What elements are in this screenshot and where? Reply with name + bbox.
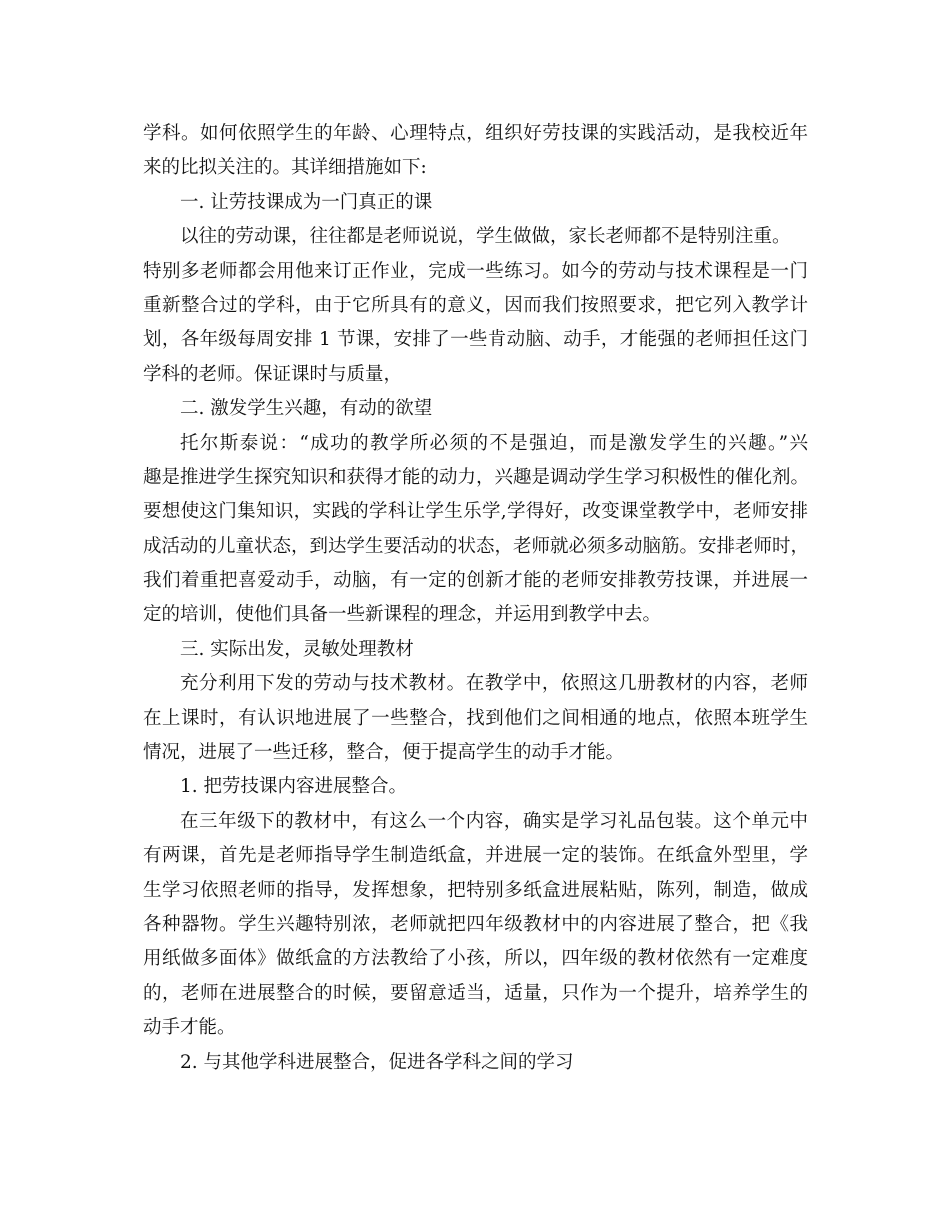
paragraph-line: 的，老师在进展整合的时候，要留意适当，适量，只作为一个提升，培养学生的 (143, 982, 808, 1004)
paragraph-line: 情况，进展了一些迁移，整合，便于提高学生的动手才能。 (143, 742, 625, 764)
paragraph-line: 要想使这门集知识，实践的学科让学生乐学,学得好，改变课堂教学中，老师安排 (143, 501, 808, 523)
paragraph-line: 成活动的儿童状态，到达学生要活动的状态，老师就必须多动脑筋。安排老师时， (143, 535, 810, 557)
paragraph-line: 用纸做多面体》做纸盒的方法教给了小孩，所以，四年级的教材依然有一定难度 (143, 948, 808, 970)
paragraph-line: 各种器物。学生兴趣特别浓，老师就把四年级教材中的内容进展了整合，把《我 (143, 913, 808, 935)
section-heading: 一. 让劳技课成为一门真正的课 (180, 191, 433, 213)
paragraph-line: 来的比拟关注的。其详细措施如下: (143, 157, 427, 179)
paragraph-line: 趣是推进学生探究知识和获得才能的动力，兴趣是调动学生学习积极性的催化剂。 (143, 466, 810, 488)
paragraph-line: 定的培训，使他们具备一些新课程的理念，并运用到教学中去。 (143, 604, 662, 626)
paragraph-line: 在上课时，有认识地进展了一些整合，找到他们之间相通的地点，依照本班学生 (143, 707, 808, 729)
section-heading: 二. 激发学生兴趣，有动的欲望 (180, 398, 433, 420)
paragraph-line: 学科。如何依照学生的年龄、心理特点，组织好劳技课的实践活动，是我校近年 (143, 123, 808, 144)
paragraph-line: 特别多老师都会用他来订正作业，完成一些练习。如今的劳动与技术课程是一门 (143, 260, 808, 282)
section-heading: 三. 实际出发，灵敏处理教材 (180, 638, 414, 660)
paragraph-line: 我们着重把喜爱动手，动脑，有一定的创新才能的老师安排教劳技课，并进展一 (143, 570, 808, 592)
paragraph-line: 以往的劳动课，往往都是老师说说，学生做做，家长老师都不是特别注重。 (180, 226, 791, 248)
paragraph-line: 划，各年级每周安排 1 节课，安排了一些肯动脑、动手，才能强的老师担任这门 (143, 329, 808, 351)
subsection-heading: 2. 与其他学科进展整合，促进各学科之间的学习 (180, 1051, 574, 1073)
paragraph-line: 有两课，首先是老师指导学生制造纸盒，并进展一定的装饰。在纸盒外型里，学 (143, 845, 808, 867)
paragraph-line: 托尔斯泰说：“成功的教学所必须的不是强迫，而是激发学生的兴趣。”兴 (180, 432, 808, 454)
paragraph-line: 动手才能。 (143, 1017, 236, 1039)
subsection-heading: 1. 把劳技课内容进展整合。 (180, 776, 408, 798)
document-body (143, 117, 808, 1080)
paragraph-line: 充分利用下发的劳动与技术教材。在教学中，依照这几册教材的内容，老师 (180, 673, 808, 695)
paragraph-line: 在三年级下的教材中，有这么一个内容，确实是学习礼品包装。这个单元中 (180, 810, 808, 832)
paragraph-line: 重新整合过的学科，由于它所具有的意义，因而我们按照要求，把它列入教学计 (143, 294, 808, 316)
paragraph-line: 学科的老师。保证课时与质量， (143, 363, 403, 385)
paragraph-line: 生学习依照老师的指导，发挥想象，把特别多纸盒进展粘贴，陈列，制造，做成 (143, 879, 808, 901)
